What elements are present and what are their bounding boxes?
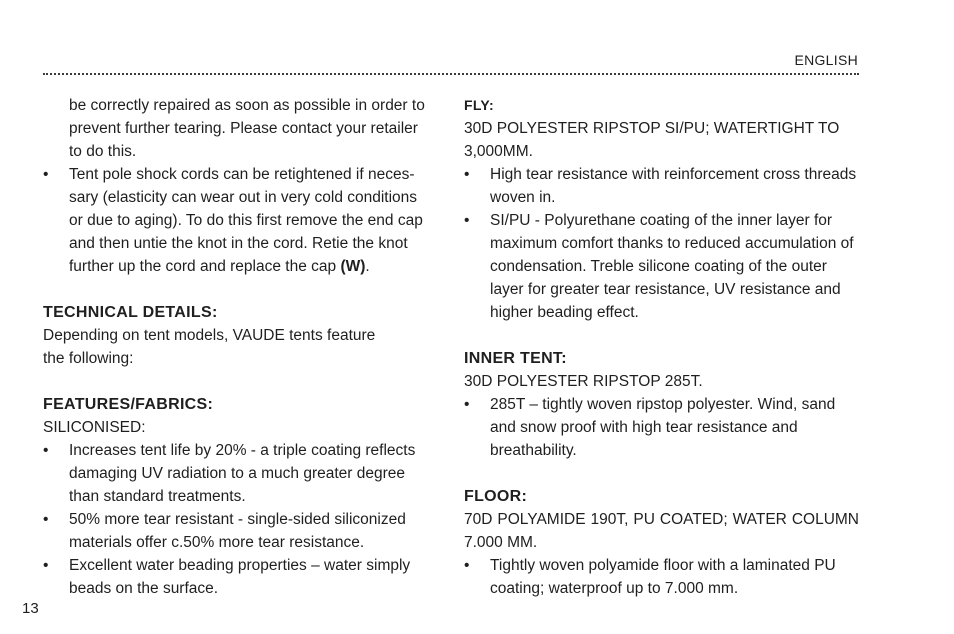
bullet-marker: • (43, 511, 49, 528)
features-heading: FEATURES/FABRICS: (43, 396, 214, 413)
bullet-marker: • (464, 557, 470, 574)
list-item-text: Excellent water beading properties – water simply beads on the surface. (69, 557, 411, 597)
siliconised-label: SILICONISED: (43, 419, 146, 436)
inner-tent-list (464, 393, 859, 462)
bullet-marker: • (464, 166, 470, 183)
technical-details-heading: TECHNICAL DETAILS: (43, 304, 218, 321)
list-item (464, 209, 859, 324)
right-column (464, 94, 859, 600)
maintenance-list (43, 163, 435, 278)
list-item-text: Tightly woven polyamide floor with a laminated PU coating; waterproof up to 7.000 mm. (490, 557, 836, 597)
floor-spec: 70D POLYAMIDE 190T, PU COATED; WATER COLUMN 7.000 MM. (464, 511, 859, 551)
figure-reference: (W) (340, 258, 366, 275)
fly-heading: FLY: (464, 97, 494, 113)
list-item (464, 393, 859, 462)
list-item-text: 285T – tightly woven ripstop polyester. Wind, sand and snow proof with high tear resistance and breathability. (490, 396, 836, 459)
shock-cord-text: Tent pole shock cords can be retightened if necessary (elasticity can wear out in very cold conditions or due to aging). To do this first remove the end cap and then untie the knot in the cord. Retie the knot further up the cord and replace the cap (69, 166, 423, 275)
list-item-text: SI/PU - Polyurethane coating of the inner layer for maximum comfort thanks to reduced accumulation of condensation. Treble silicone coating of the outer layer for greater tear resistance, UV resistance and higher beading effect. (490, 212, 854, 321)
list-item (43, 163, 435, 278)
list-item (464, 163, 859, 209)
bullet-marker: • (464, 396, 470, 413)
sentence-end: . (365, 258, 370, 275)
list-item (43, 439, 435, 508)
language-label: ENGLISH (794, 52, 858, 68)
technical-details-text: Depending on tent models, VAUDE tents feature the following: (43, 327, 376, 367)
inner-tent-spec: 30D POLYESTER RIPSTOP 285T. (464, 373, 703, 390)
left-column (43, 94, 435, 600)
list-item-text: Increases tent life by 20% - a triple coating reflects damaging UV radiation to a much greater degree than standard treatments. (69, 442, 416, 505)
fly-spec: 30D POLYESTER RIPSTOP SI/PU; WATERTIGHT TO 3,000MM. (464, 120, 840, 160)
continued-paragraph: be correctly repaired as soon as possible in order to prevent further tearing. Please contact your retailer to do this. (69, 97, 425, 160)
fly-list (464, 163, 859, 324)
list-item-text: 50% more tear resistant - single-sided siliconized materials offer c.50% more tear resistance. (69, 511, 406, 551)
inner-tent-heading: INNER TENT: (464, 350, 567, 367)
bullet-marker: • (43, 442, 49, 459)
list-item (464, 554, 859, 600)
bullet-marker: • (43, 557, 49, 574)
page-number: 13 (22, 600, 39, 617)
floor-heading: FLOOR: (464, 488, 528, 505)
list-item-text: High tear resistance with reinforcement cross threads woven in. (490, 166, 857, 206)
features-list (43, 439, 435, 600)
list-item (43, 554, 435, 600)
header-divider (43, 73, 859, 75)
list-item (43, 508, 435, 554)
bullet-marker: • (464, 212, 470, 229)
floor-list (464, 554, 859, 600)
bullet-marker: • (43, 166, 49, 183)
